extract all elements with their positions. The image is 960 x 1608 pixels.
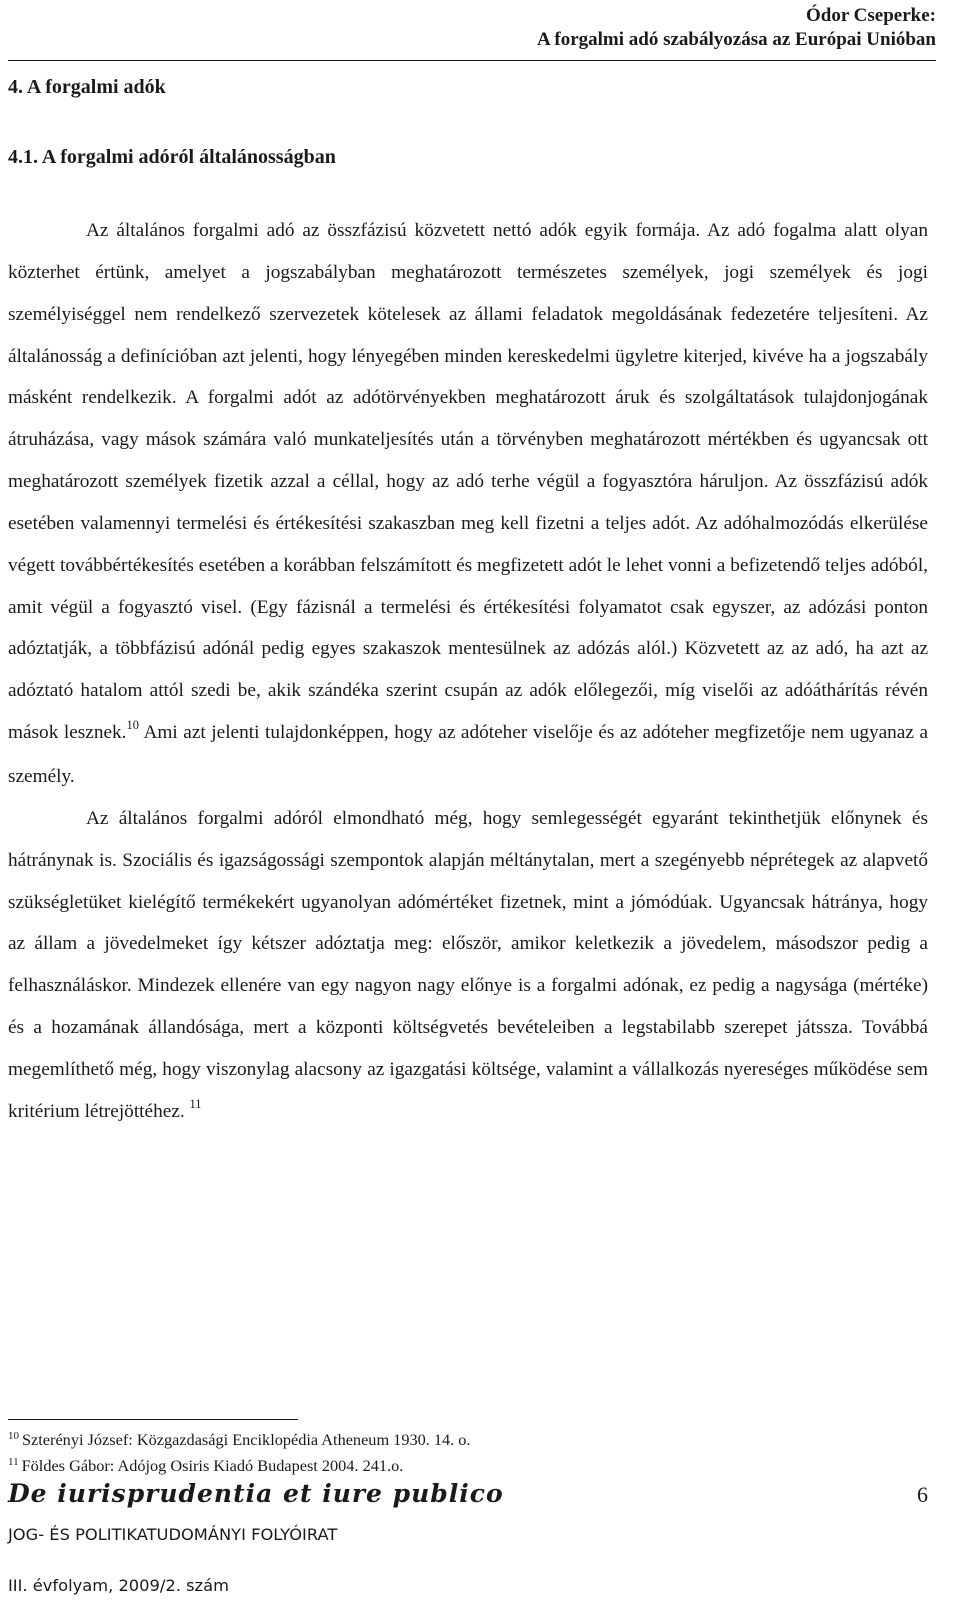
footnote-divider	[8, 1419, 298, 1420]
paragraph-2-text: Az általános forgalmi adóról elmondható még, hogy semlegességét egyaránt tekinthetjük előnynek és hátránynak is. Szociális és igazságossági szempontok alapján méltánytalan, mert a szegényebb néprétegek az alapvető szükségletüket kielégítő termékekért ugyanolyan adómértéket fizetnek, mint a jómódúak. Ugyancsak hátránya, hogy az állam a jövedelmeket így kétszer adóztatja meg: először, amikor keletkezik a jövedelem, másodszor pedig a felhasználáskor. Mindezek ellenére van egy nagyon nagy előnye is a forgalmi adónak, ez pedig a nagysága (mértéke) és a hozamának állandósága, mert a központi költségvetés bevételeiben a legstabilabb szerepet játssza. Továbbá megemlíthető még, hogy viszonylag alacsony az igazgatási költsége, valamint a vállalkozás nyereséges működése sem kritérium létrejöttéhez.	[8, 807, 928, 1122]
paragraph-1	[8, 210, 928, 798]
footnote-number: 11	[8, 1456, 19, 1468]
page-number: 6	[917, 1482, 928, 1507]
running-header	[537, 4, 936, 52]
paragraph-1-text: Az általános forgalmi adó az összfázisú közvetett nettó adók egyik formája. Az adó fogalma alatt olyan közterhet értünk, amelyet a jogszabályban meghatározott természetes személyek, jogi személyek és jogi személyiséggel nem rendelkező szervezetek kötelesek az állami feladatok megoldásának fedezetére teljesíteni. Az általánosság a definícióban azt jelenti, hogy lényegében minden kereskedelmi ügyletre kiterjed, kivéve ha a jogszabály másként rendelkezik. A forgalmi adót az adótörvényekben meghatározott áruk és szolgáltatások tulajdonjogának átruházása, vagy mások számára való munkateljesítés után a törvényben meghatározott mértékben és ugyancsak ott meghatározott személyek fizetik azzal a céllal, hogy az adó terhe végül a fogyasztóra háruljon. Az összfázisú adók esetében valamennyi termelési és értékesítési szakaszban meg kell fizetni a teljes adót. Az adóhalmozódás elkerülése végett továbbértékesítés esetében a korábban felszámított és megfizetett adót le lehet vonni a befizetendő teljes adóból, amit végül a fogyasztó visel. (Egy fázisnál a termelési és értékesítési folyamatot csak egyszer, az adózási ponton adóztatják, a többfázisú adónál pedig egyes szakaszok mentesülnek az adózás alól.) Közvetett az az adó, ha azt az adóztató hatalom attól szedi be, akik szándéka szerint csupán az adók előlegezői, míg viselői az adóáthárítás révén mások lesznek.	[8, 220, 928, 744]
footnote-number: 10	[8, 1430, 19, 1442]
journal-issue: III. évfolyam, 2009/2. szám	[8, 1576, 229, 1595]
section-heading: 4. A forgalmi adók	[8, 76, 166, 98]
header-divider	[8, 60, 936, 61]
footnote-text: Szterényi József: Közgazdasági Enciklopédia Atheneum 1930. 14. o.	[22, 1430, 471, 1449]
footnote-ref-11[interactable]: 11	[189, 1096, 202, 1111]
footnote-ref-10[interactable]: 10	[126, 718, 140, 733]
footnotes	[8, 1428, 928, 1480]
journal-name: JOG- ÉS POLITIKATUDOMÁNYI FOLYÓIRAT	[8, 1525, 338, 1544]
header-title: A forgalmi adó szabályozása az Európai Unióban	[536, 29, 936, 50]
subsection-heading: 4.1. A forgalmi adóról általánosságban	[8, 146, 336, 168]
body-text	[8, 210, 928, 1135]
journal-logo-text: De iurisprudentia et iure publico	[8, 1479, 504, 1508]
footnote-text: Földes Gábor: Adójog Osiris Kiadó Budapest 2004. 241.o.	[21, 1456, 404, 1475]
paragraph-1-text-cont: Ami azt jelenti tulajdonképpen, hogy az adóteher viselője és az adóteher megfizetője nem ugyanaz a személy.	[8, 722, 929, 787]
paragraph-2	[8, 798, 928, 1135]
header-author: Ódor Cseperke:	[806, 5, 936, 26]
footnote-10	[8, 1428, 928, 1454]
